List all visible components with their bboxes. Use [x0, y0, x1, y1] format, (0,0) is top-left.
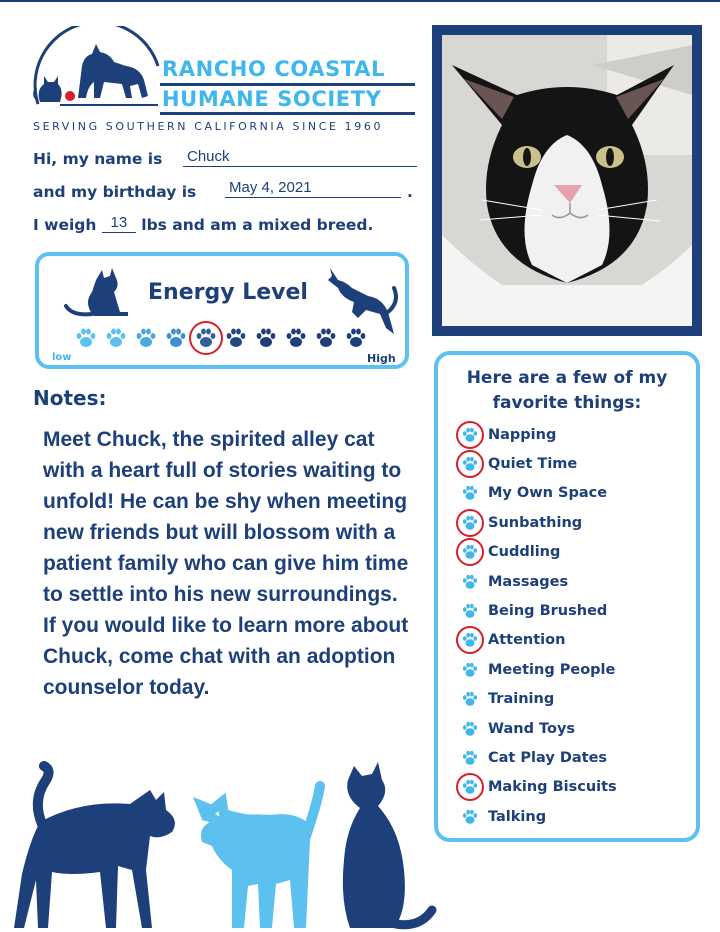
favorite-item	[456, 449, 692, 478]
energy-low-label: low	[52, 352, 72, 363]
favorite-item	[456, 773, 692, 802]
paw-icon	[456, 659, 484, 681]
intro-birthday-line	[33, 179, 413, 201]
selected-circle-icon	[456, 509, 484, 537]
paw-icon	[456, 806, 484, 828]
arched-cat-silhouette	[201, 786, 320, 928]
favorite-item	[456, 655, 692, 684]
birthday-period: .	[407, 183, 413, 201]
birthday-value: May 4, 2021	[225, 179, 401, 198]
favorite-item-label: Wand Toys	[488, 720, 576, 737]
energy-paw-icon	[344, 326, 368, 354]
name-label: Hi, my name is	[33, 150, 163, 168]
logo-cat-dog-icon	[30, 26, 160, 110]
energy-paw-icon	[164, 326, 188, 354]
paw-icon	[456, 600, 484, 622]
paw-icon	[456, 453, 484, 475]
favorite-item	[456, 420, 692, 449]
selected-circle-icon	[456, 421, 484, 449]
favorite-item	[456, 567, 692, 596]
pet-photo	[432, 25, 702, 336]
notes-body: Meet Chuck, the spirited alley cat with a heart full of stories waiting to unfold! He can be shy when meeting new friends but will blossom with a patient family who can give him time to settle into his new surroundings. If you would like to learn more about Chuck, come chat with an adoption counselor today.	[43, 428, 409, 699]
favorite-item	[456, 508, 692, 537]
energy-paw-icon	[314, 326, 338, 354]
favorite-item	[456, 626, 692, 655]
energy-paw-icon	[104, 326, 128, 354]
intro-name-line	[33, 148, 230, 168]
energy-paw-icon	[134, 326, 158, 354]
paw-icon	[456, 688, 484, 710]
paw-icon	[456, 571, 484, 593]
paw-icon	[456, 776, 484, 798]
birthday-label: and my birthday is	[33, 183, 197, 201]
sitting-cat-silhouette	[343, 762, 432, 928]
walking-cat-silhouette	[14, 766, 175, 928]
logo-divider	[160, 112, 415, 115]
favorite-item-label: Napping	[488, 426, 557, 443]
weight-suffix: lbs and am a mixed breed.	[141, 216, 374, 234]
intro-weight-line	[33, 216, 373, 236]
favorite-item	[456, 743, 692, 772]
energy-paw-icon	[254, 326, 278, 354]
favorite-item-label: Massages	[488, 573, 569, 590]
favorite-item-label: Training	[488, 691, 555, 708]
paw-icon	[456, 541, 484, 563]
energy-selected-ring	[189, 321, 223, 355]
paw-icon	[456, 629, 484, 651]
paw-icon	[456, 512, 484, 534]
favorites-heading: Here are a few of my favorite things:	[466, 368, 668, 413]
org-name-line-1: RANCHO COASTAL	[162, 57, 385, 81]
favorite-item	[456, 685, 692, 714]
top-rule	[0, 0, 720, 2]
selected-circle-icon	[456, 538, 484, 566]
tuxedo-cat-photo	[442, 35, 692, 326]
selected-circle-icon	[456, 626, 484, 654]
favorite-item	[456, 479, 692, 508]
favorite-item-label: Sunbathing	[488, 514, 583, 531]
paw-icon	[456, 747, 484, 769]
selected-circle-icon	[456, 773, 484, 801]
favorite-item	[456, 802, 692, 831]
logo-divider	[160, 83, 415, 86]
paw-icon	[456, 482, 484, 504]
favorite-item-label: Cat Play Dates	[488, 749, 608, 766]
sitting-cat-icon	[62, 262, 142, 318]
favorite-item	[456, 596, 692, 625]
favorite-item	[456, 714, 692, 743]
favorite-item-label: Being Brushed	[488, 603, 608, 620]
favorite-item-label: Meeting People	[488, 661, 616, 678]
favorite-item	[456, 538, 692, 567]
name-value: Chuck	[183, 148, 417, 167]
energy-paw-icon	[74, 326, 98, 354]
favorite-item-label: Attention	[488, 632, 566, 649]
energy-paw-icon	[284, 326, 308, 354]
energy-high-label: High	[367, 352, 396, 365]
favorite-item-label: Making Biscuits	[488, 779, 617, 796]
paw-icon	[456, 424, 484, 446]
favorite-item-label: My Own Space	[488, 485, 608, 502]
notes-heading: Notes:	[33, 386, 107, 410]
decorative-cats-illustration	[0, 760, 440, 932]
energy-paw-icon	[224, 326, 248, 354]
selected-circle-icon	[456, 450, 484, 478]
energy-level-title: Energy Level	[148, 280, 308, 305]
weight-value: 13	[102, 214, 136, 233]
paw-icon	[456, 718, 484, 740]
favorite-item-label: Talking	[488, 808, 547, 825]
favorite-item-label: Quiet Time	[488, 456, 578, 473]
favorites-list	[456, 420, 692, 831]
favorite-item-label: Cuddling	[488, 544, 561, 561]
org-name-line-2: HUMANE SOCIETY	[162, 87, 382, 111]
org-tagline: SERVING SOUTHERN CALIFORNIA SINCE 1960	[33, 120, 384, 133]
weight-label: I weigh	[33, 216, 97, 234]
